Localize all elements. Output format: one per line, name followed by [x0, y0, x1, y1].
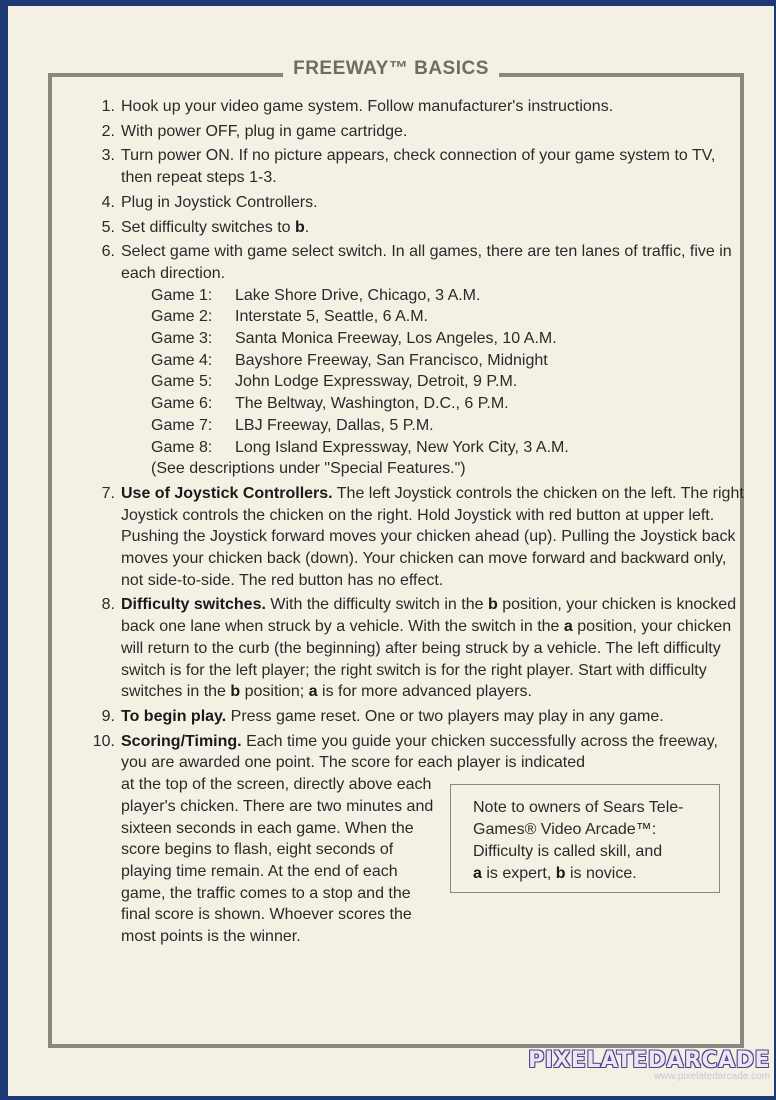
game-list	[151, 285, 744, 480]
setting-a: a	[308, 683, 318, 701]
page-title: FREEWAY™ BASICS	[283, 58, 499, 80]
step-text: With power OFF, plug in game cartridge.	[121, 122, 408, 140]
step-text	[121, 594, 744, 703]
game-label: Game 2:	[151, 308, 213, 326]
game-label: Game 5:	[151, 373, 213, 391]
step-text: Plug in Joystick Controllers.	[121, 193, 318, 211]
watermark	[528, 1048, 770, 1082]
step-body: The left Joystick controls the chicken on the left. The right Joystick controls the chicken on the right. Hold Joystick with red button at upper left. Pushing the Joystick forward moves your chicken ahead (up). Pulling the Joystick back moves your chicken back (down). Your chicken can move forward and backward only, not side-to-side. The red button has no effect.	[121, 484, 744, 589]
game-label: Game 6:	[151, 395, 213, 413]
step-body: position;	[244, 683, 305, 701]
game-label: Game 4:	[151, 351, 213, 369]
setting-a: a	[563, 618, 573, 636]
game-row	[151, 437, 744, 459]
step-text: Select game with game select switch. In all games, there are ten lanes of traffic, five in each direction.	[121, 243, 732, 282]
step-8	[84, 594, 744, 703]
step-2	[84, 121, 744, 143]
step-number: 9.	[101, 707, 115, 725]
step-text	[121, 731, 744, 948]
step-5-tail: .	[304, 218, 310, 236]
game-label: Game 1:	[151, 286, 213, 304]
step-heading: Use of Joystick Controllers.	[121, 484, 333, 502]
game-row	[151, 415, 744, 437]
step-text	[121, 483, 744, 592]
step-body: is for more advanced players.	[322, 683, 532, 701]
step-body-continued: at the top of the screen, directly above each player's chicken. There are two minutes and sixteen seconds in each game. When the score begins to flash, eight seconds of playing time remain. At the end of each game, the traffic comes to a stop and the final score is shown. Whoever scores the most points is the winner.	[121, 776, 434, 946]
game-desc: John Lodge Expressway, Detroit, 9 P.M.	[235, 373, 518, 391]
note-text: is expert,	[486, 865, 552, 883]
note-line	[473, 863, 707, 885]
setting-a: a	[473, 865, 482, 883]
step-number: 4.	[101, 193, 115, 211]
step-number: 3.	[101, 147, 115, 165]
manual-page	[8, 6, 774, 1096]
watermark-logo: PIXELATEDARCADE	[528, 1048, 770, 1073]
step-number: 1.	[101, 98, 115, 115]
setting-b: b	[487, 596, 498, 614]
step-body: With the difficulty switch in the	[270, 596, 484, 614]
game-row	[151, 328, 744, 350]
step-number: 8.	[101, 596, 115, 614]
note-line: Difficulty is called skill, and	[473, 843, 663, 861]
step-number: 7.	[101, 484, 115, 502]
game-desc: LBJ Freeway, Dallas, 5 P.M.	[235, 416, 434, 434]
instructions	[84, 96, 744, 951]
step-body: Press game reset. One or two players may play in any game.	[230, 707, 664, 725]
game-row	[151, 350, 744, 372]
note-line: Note to owners of Sears Tele-Games® Video Arcade™:	[473, 799, 684, 839]
setting-b: b	[230, 683, 241, 701]
setting-b: b	[555, 865, 566, 883]
step-heading: Difficulty switches.	[121, 596, 266, 614]
step-5	[84, 217, 744, 239]
step-body: position, your chicken is knocked back one lane when struck by a vehicle. With the switch in the	[121, 596, 737, 636]
game-desc: Santa Monica Freeway, Los Angeles, 10 A.M.	[235, 330, 557, 348]
game-desc: Long Island Expressway, New York City, 3 A.M.	[235, 438, 569, 456]
step-9	[84, 706, 744, 728]
step-number: 5.	[101, 218, 115, 236]
step-heading: Scoring/Timing.	[121, 732, 242, 750]
step-number: 10.	[92, 732, 115, 750]
step-10-split	[121, 774, 744, 948]
step-7	[84, 483, 744, 592]
step-5-text: Set difficulty switches to	[121, 218, 291, 236]
game-row	[151, 306, 744, 328]
step-body: Each time you guide your chicken successfully across the freeway, you are awarded one point. The score for each player is indicated	[121, 732, 718, 772]
page-title-bar	[8, 58, 774, 80]
step-body: position, your chicken will return to the curb (the beginning) after being struck by a vehicle. The left difficulty switch is for the left player; the right switch is for the right player. Start with difficulty switches in the	[121, 618, 732, 701]
game-desc: Lake Shore Drive, Chicago, 3 A.M.	[235, 286, 481, 304]
game-label: Game 7:	[151, 416, 213, 434]
step-text	[121, 706, 744, 728]
step-3	[84, 145, 744, 188]
step-number: 2.	[101, 122, 115, 140]
game-label: Game 8:	[151, 438, 213, 456]
setting-b: b	[295, 218, 305, 236]
step-1	[84, 96, 744, 118]
step-text	[121, 217, 744, 239]
games-note: (See descriptions under "Special Features.")	[151, 460, 466, 478]
step-6	[84, 241, 744, 480]
game-desc: Interstate 5, Seattle, 6 A.M.	[235, 308, 428, 326]
step-10	[84, 731, 744, 948]
step-text: Hook up your video game system. Follow manufacturer's instructions.	[121, 98, 614, 115]
game-row	[151, 393, 744, 415]
step-heading: To begin play.	[121, 707, 227, 725]
game-row	[151, 285, 744, 307]
watermark-url: www.pixelatedarcade.com	[653, 1071, 770, 1082]
step-text: Turn power ON. If no picture appears, check connection of your game system to TV, then repeat steps 1-3.	[121, 147, 716, 187]
step-4	[84, 192, 744, 214]
sears-note-box	[450, 784, 720, 893]
game-desc: Bayshore Freeway, San Francisco, Midnight	[235, 351, 548, 369]
step-6-body	[121, 241, 744, 480]
game-row	[151, 371, 744, 393]
game-desc: The Beltway, Washington, D.C., 6 P.M.	[235, 395, 509, 413]
note-text: is novice.	[569, 865, 637, 883]
step-number: 6.	[101, 243, 115, 261]
game-label: Game 3:	[151, 330, 213, 348]
